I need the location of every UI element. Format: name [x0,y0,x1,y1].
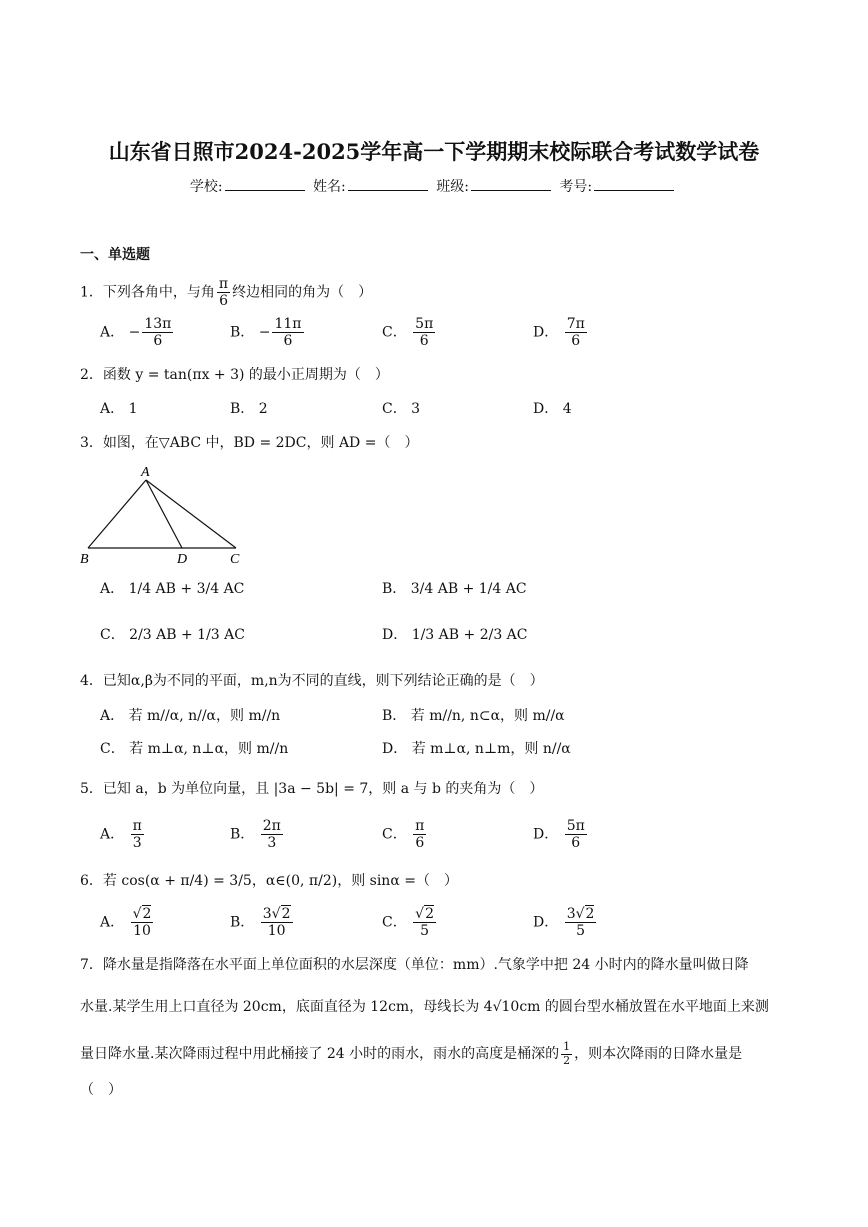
label-a: A [141,465,150,480]
q2-option-b: B． 2 [230,401,268,417]
q1-stem-end: 终边相同的角为（ ） [232,284,373,301]
question-7-line-1: 7．降水量是指降落在水平面上单位面积的水层深度（单位：mm）.气象学中把 24 小时内的降水量叫做日降 [80,957,749,973]
question-4: 4．已知α,β为不同的平面，m,n为不同的直线，则下列结论正确的是（ ） [80,673,544,689]
school-blank [225,176,305,191]
question-5: 5．已知 a，b 为单位向量，且 |3a − 5b| = 7，则 a 与 b 的夹角为（ ） [80,781,544,797]
question-6: 6．若 cos(α + π/4) = 3/5，α∈(0, π/2)，则 sinα =（ ） [80,873,458,889]
edge-ab [88,480,146,548]
label-c: C [230,552,240,567]
triangle-figure [78,462,248,568]
q3-option-b: B． 3/4 AB + 1/4 AC [382,581,527,597]
class-label: 班级: [436,179,469,195]
label-b: B [80,552,89,567]
q7-half-fraction: $\frac{1}{2}$ [563,1040,571,1067]
q4-option-d: D． 若 m⊥α, n⊥m，则 n//α [382,741,571,757]
question-7-line-4: （ ） [80,1082,122,1098]
question-1 [80,276,372,309]
q3-option-a: A． 1/4 AB + 3/4 AC [100,581,245,597]
page-title: 山东省日照市2024-2025学年高一下学期期末校际联合考试数学试卷 [108,139,760,164]
q6-option-a: A． $\frac{√2}{10}$ [100,906,152,940]
question-3: 3．如图，在▽ABC 中，BD = 2DC，则 AD =（ ） [80,435,419,451]
school-label: 学校: [189,179,223,195]
q4-option-c: C． 若 m⊥α, n⊥α，则 m//n [100,741,289,757]
q2-option-d: D． 4 [533,401,572,417]
label-d: D [177,552,188,567]
edge-ac [146,480,236,548]
q1-option-c: C． $\frac{5\pi}{6}$ [382,316,434,350]
question-7-line-3: 量日降水量.某次降雨过程中用此桶接了 24 小时的雨水，雨水的高度是桶深的 $\frac{1}{2}$ ，则本次降雨的日降水量是 [80,1040,743,1067]
name-blank [348,176,428,191]
question-2: 2．函数 y = tan(πx + 3) 的最小正周期为（ ） [80,367,389,383]
q5-option-d: D． $\frac{5\pi}{6}$ [533,818,585,852]
q4-option-b: B． 若 m//n, n⊂α，则 m//α [382,708,565,724]
name-label: 姓名: [313,179,346,195]
q1-number: 1． [80,284,103,301]
q3-option-d: D． 1/3 AB + 2/3 AC [382,627,528,643]
question-7-line-2: 水量.某学生用上口直径为 20cm，底面直径为 12cm，母线长为 4√10cm 的圆台型水桶放置在水平地面上来测 [80,999,769,1015]
q6-option-c: C． $\frac{√2}{5}$ [382,906,435,940]
class-blank [471,176,551,191]
segment-ad [146,480,182,548]
q1-option-a: A． − $\frac{13\pi}{6}$ [100,316,172,350]
student-info-line [0,176,868,196]
section-heading: 一、单选题 [80,247,150,263]
q1-angle-fraction: $\frac{\pi}{6}$ [218,276,229,310]
q2-option-a: A． 1 [100,401,138,417]
q6-option-b: B． $\frac{3√2}{10}$ [230,906,291,940]
q5-option-b: B． $\frac{2\pi}{3}$ [230,818,281,852]
q1-option-d: D． $\frac{7\pi}{6}$ [533,316,585,350]
q2-option-c: C． 3 [382,401,421,417]
q4-option-a: A． 若 m//α, n//α，则 m//n [100,708,281,724]
q1-stem: 下列各角中，与角 [102,284,215,301]
q3-option-c: C． 2/3 AB + 1/3 AC [100,627,245,643]
q6-option-d: D． $\frac{3√2}{5}$ [533,906,595,940]
exam-no-blank [594,176,674,191]
q5-option-a: A． $\frac{\pi}{3}$ [100,818,142,852]
exam-no-label: 考号: [559,179,593,195]
q5-option-c: C． $\frac{\pi}{6}$ [382,818,425,852]
q1-option-b: B． − $\frac{11\pi}{6}$ [230,316,302,350]
